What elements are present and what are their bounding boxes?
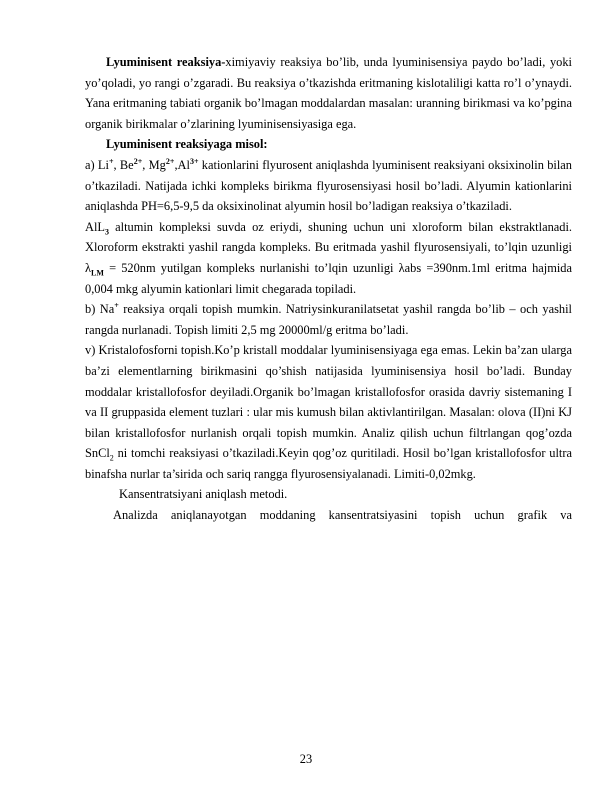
mg-label: , Mg [142, 157, 166, 172]
paragraph-definition [85, 52, 572, 134]
be-charge: 2+ [133, 156, 143, 166]
na-charge: + [114, 301, 119, 310]
li-charge: + [108, 156, 114, 166]
li-label: a) Li [85, 157, 109, 172]
paragraph-last: Analizda aniqlanayotgan moddaning kansentratsiyasini topish uchun grafik va [113, 508, 572, 523]
all3-text-part1: altumin kompleksi suvda oz eriydi, shuning uchun uni xloroform bilan ekstraktlanadi. Xloroform ekstrakti yashil rangda kompleks. Bu eritmada yashil flyurosensiyali, to’lqin uzunligi λ [85, 219, 572, 275]
all3-subscript: 3 [104, 227, 109, 237]
paragraph-v-text-part1: v) Kristalofosforni topish.Ko’p kristall moddalar lyuminisensiyaga ega emas. Lekin ba’zan ularga ba’zi elementlarning birikmasini qo’shish natijasida lyuminisensiya hosil bo’ladi. Bunday moddalar kristallofosfor deyiladi.Organik bo’lmagan kristallofosfor orasida davriy sistemaning I va II gruppasida element tuzlari : ular mis kumush bilan aktivlantirilgan. Masalan: olova (II)ni KJ bilan kristallofosfor nurlanish orqali topish mumkin. Analiz qilish uchun filtrlangan qog’ozda SnCl [85, 343, 572, 461]
page-number: 23 [299, 752, 313, 766]
all3-text-part2: = 520nm yutilgan kompleks nurlanishi to’lqin uzunligi λabs =390nm.1ml eritma hajmida 0,004 mkg alyumin kationlari limit chegarada topiladi. [85, 260, 572, 296]
heading-example: Lyuminisent reaksiyaga misol: [106, 137, 268, 152]
all3-formula: AlL [85, 219, 105, 234]
paragraph-a [85, 155, 572, 217]
paragraph-v [85, 340, 572, 484]
lambda-lm-subscript: LM [91, 268, 104, 278]
sncl2-subscript: 2 [109, 453, 114, 463]
page-body [85, 52, 572, 526]
paragraph-all3 [85, 217, 572, 299]
paragraph-b [85, 299, 572, 340]
section-title: Kansentratsiyani aniqlash metodi. [119, 487, 288, 502]
be-label: , Be [113, 157, 134, 172]
definition-text: ximiyaviy reaksiya bo’lib, unda lyuminisensiya paydo bo’ladi, yoki yo’qoladi, yo rangi o’zgaradi. Bu reaksiya o’tkazishda eritmaning kislotaliligi katta ro’l o’ynaydi. Yana eritmaning tabiati organik bo’lmagan moddalardan masalan: uranning birikmasi va ko’pgina organik birikmalar o’zlarining lyuminisensiyasiga ega. [85, 55, 572, 131]
term-lyuminisent-reaksiya: Lyuminisent reaksiya- [106, 55, 226, 69]
paragraph-v-text-part2: ni tomchi reaksiyasi o’tkaziladi.Keyin qog’oz quritiladi. Hosil bo’lgan kristallofosfor ultra binafsha nurlar ta’sirida och sariq rangga flyurosensiyalanadi. Limiti-0,02mkg. [85, 446, 572, 481]
al-label: ,Al [174, 157, 190, 172]
na-label: b) Na [85, 302, 115, 317]
mg-charge: 2+ [165, 156, 175, 166]
al-charge: 3+ [189, 156, 199, 166]
paragraph-b-text: reaksiya orqali topish mumkin. Natriysinkuranilatsetat yashil rangda bo’lib – och yashil rangda nurlanadi. Topish limiti 2,5 mg 20000ml/g eritma bo’ladi. [85, 302, 572, 337]
paragraph-a-text: kationlarini flyurosent aniqlashda lyuminisent reaksiyani oksixinolin bilan o’tkaziladi. Natijada ichki kompleks birikma flyurosensiyasi hosil bo’ladi. Alyumin kationlarini aniqlashda PH=6,5-9,5 da oksixinolinat alyumin hosil bo’ladigan reaksiya o’tkaziladi. [85, 157, 572, 214]
